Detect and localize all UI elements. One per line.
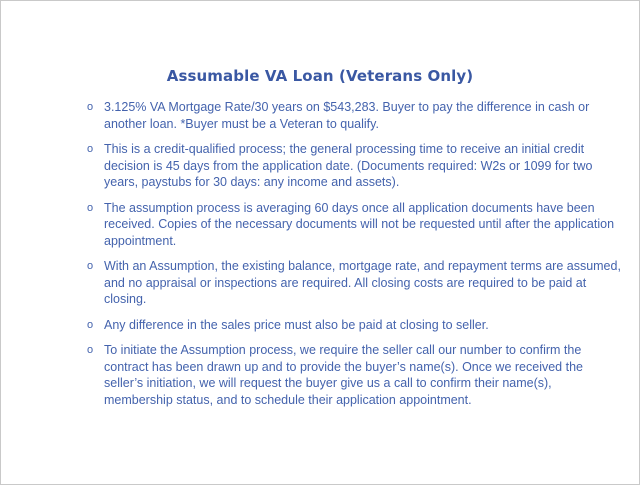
bullet-text: 3.125% VA Mortgage Rate/30 years on $543,283. Buyer to pay the difference in cash or another loan. *Buyer must be a Veteran to qualify. [104, 100, 590, 131]
list-item [1, 317, 621, 334]
bullet-icon: o [87, 101, 94, 113]
list-item [1, 99, 621, 132]
list-item [1, 342, 621, 408]
bullet-text: Any difference in the sales price must also be paid at closing to seller. [104, 317, 489, 332]
bullet-icon: o [87, 344, 94, 356]
bullet-icon: o [87, 201, 94, 214]
document-title: Assumable VA Loan (Veterans Only) [166, 67, 474, 85]
bullet-icon: o [87, 318, 94, 331]
bullet-list [1, 99, 621, 417]
bullet-text: This is a credit-qualified process; the general processing time to receive an initial credit decision is 45 days from the application date. (Documents required: W2s or 1099 for two years, paystubs for 30 days: any income and assets). [104, 142, 593, 189]
list-item [1, 141, 621, 191]
list-item [1, 258, 621, 308]
list-item [1, 200, 621, 250]
bullet-icon: o [87, 260, 94, 272]
bullet-text: The assumption process is averaging 60 days once all application documents have been received. Copies of the necessary documents will not be requested until after the application appointment. [104, 200, 615, 248]
bullet-text: With an Assumption, the existing balance, mortgage rate, and repayment terms are assumed, and no appraisal or inspections are required. All closing costs are required to be paid at closing. [104, 259, 621, 306]
bullet-text: To initiate the Assumption process, we require the seller call our number to confirm the contract has been drawn up and to provide the buyer’s name(s). Once we received the seller’s initiation, we will request the buyer give us a call to confirm their name(s), membership status, and to schedule their application appointment. [104, 343, 583, 407]
bullet-icon: o [87, 143, 94, 155]
